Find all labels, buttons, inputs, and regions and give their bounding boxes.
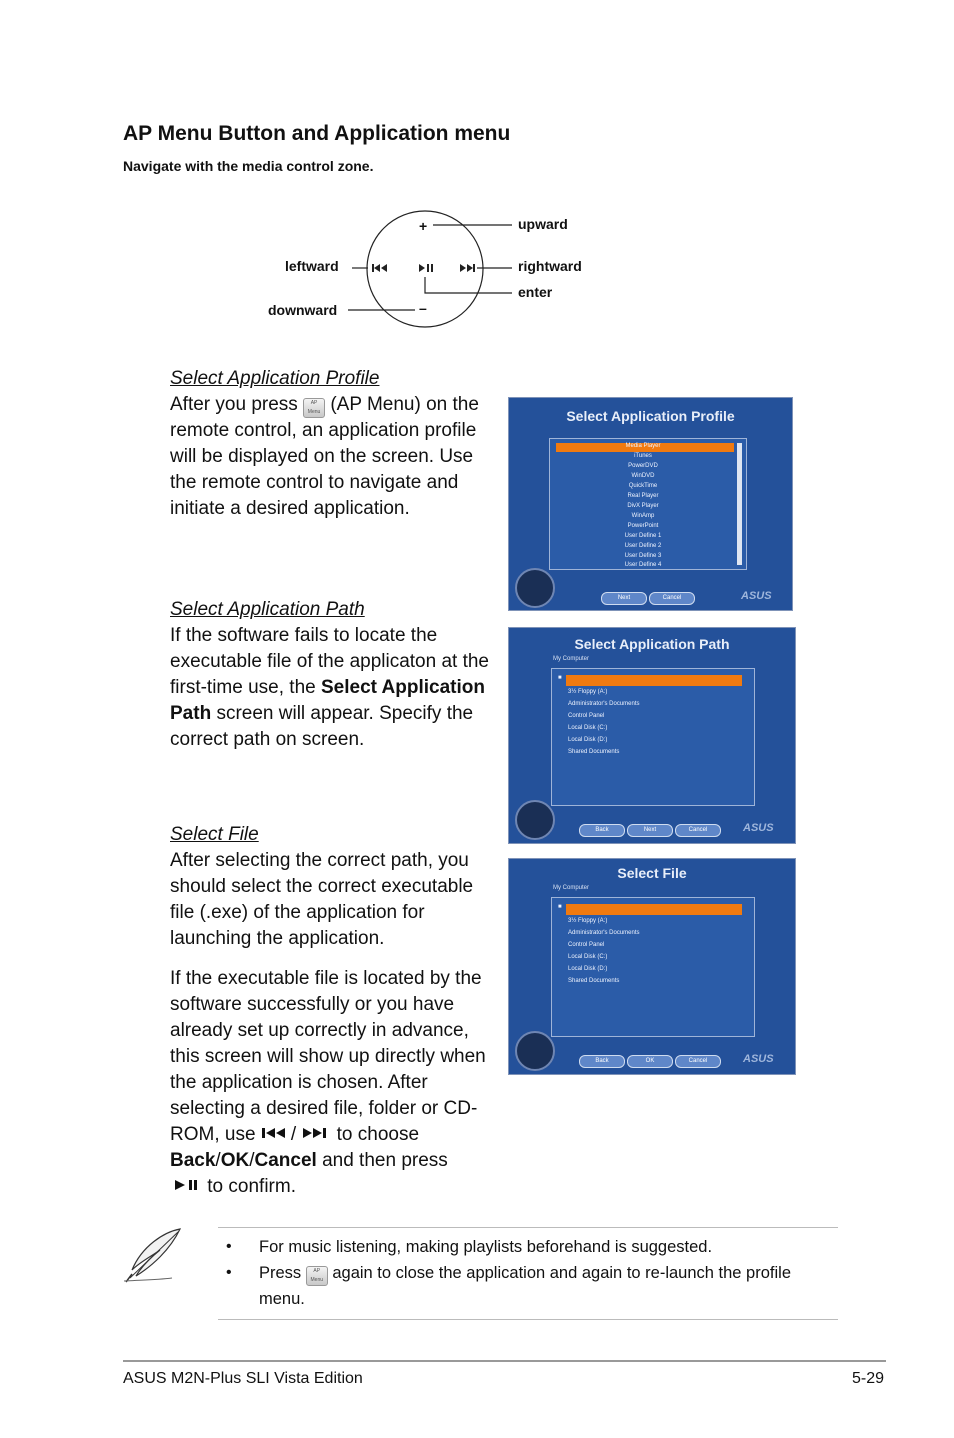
cancel-word: Cancel [254, 1150, 317, 1171]
list-item: WinAmp [631, 513, 655, 519]
list-item: WinDVD [631, 473, 655, 479]
note-item-1: For music listening, making playlists beforehand is suggested. [259, 1238, 713, 1256]
list-item: 3½ Floppy (A:) [568, 689, 608, 695]
profile-list [549, 438, 747, 570]
path-list [551, 668, 755, 806]
back-button: Back [579, 824, 625, 837]
ap-menu-icon: AP Menu [306, 1266, 328, 1286]
label-downward: downward [268, 302, 338, 318]
play-pause-icon [172, 1178, 202, 1192]
list-item: 3½ Floppy (A:) [568, 918, 608, 924]
list-item: PowerPoint [627, 523, 659, 529]
file-para-2-a: If the executable file is located by the software successfully or you have already set up correctly in advance, this screen will show up directly when the application is chosen. After selecting a desired file, folder or CD-ROM, use [170, 968, 486, 1145]
file-para-2-c: and then press [316, 1150, 448, 1171]
label-rightward: rightward [518, 258, 582, 274]
section-path [170, 597, 495, 753]
list-item: PowerDVD [628, 463, 658, 469]
screenshot-select-file [508, 858, 796, 1075]
list-item: User Define 3 [624, 553, 662, 559]
file-list [551, 897, 755, 1037]
label-upward: upward [518, 216, 568, 232]
selected-row-highlight [566, 904, 742, 915]
play-pause-icon [419, 264, 433, 272]
section-file-title: Select File [170, 824, 259, 845]
asus-logo: ASUS [743, 1053, 774, 1065]
location-label: My Computer [553, 656, 590, 662]
next-button: Next [627, 824, 673, 837]
section-profile-title: Select Application Profile [170, 368, 380, 389]
list-item: Administrator's Documents [568, 701, 640, 707]
bullet: • [226, 1238, 232, 1255]
list-item: DivX Player [627, 503, 659, 509]
location-label: My Computer [553, 885, 590, 891]
previous-icon [372, 264, 387, 272]
file-para-2-b: to choose [331, 1124, 420, 1145]
ap-menu-icon: AP Menu [303, 398, 325, 418]
note-item-2-a: Press [259, 1264, 306, 1282]
profile-text-after: (AP Menu) on the remote control, an application profile will be displayed on the screen. Use the remote control to navigate and initiate a desired application. [170, 394, 479, 519]
asus-logo: ASUS [743, 822, 774, 834]
footer-rule [123, 1360, 886, 1362]
previous-icon [261, 1126, 291, 1140]
cancel-button: Cancel [675, 824, 721, 837]
path-text-bold: Select Application Path [170, 677, 485, 724]
asus-logo: ASUS [741, 590, 772, 602]
profile-text-before: After you press [170, 394, 304, 415]
remote-knob-icon [515, 1031, 555, 1071]
file-para-2-sep: / [290, 1124, 297, 1145]
back-word: Back [170, 1150, 216, 1171]
back-button: Back [579, 1055, 625, 1068]
selected-row-highlight [566, 675, 742, 686]
list-item: Control Panel [568, 942, 605, 948]
page-subheading: Navigate with the media control zone. [123, 158, 374, 174]
label-enter: enter [518, 284, 553, 300]
note-bottom-rule [218, 1319, 838, 1320]
screen-title: Select Application Path [574, 636, 730, 652]
scrollbar [737, 443, 742, 565]
ok-button: OK [627, 1055, 673, 1068]
path-text-1: If the software fails to locate the executable file of the applicaton at the first-time use, the [170, 625, 490, 698]
list-item: iTunes [634, 453, 652, 459]
list-item: Local Disk (D:) [568, 966, 608, 972]
ok-word: OK [220, 1150, 250, 1171]
cancel-button: Cancel [649, 592, 695, 605]
note-top-rule [218, 1227, 838, 1228]
page-heading: AP Menu Button and Application menu [123, 122, 511, 145]
section-profile [170, 366, 495, 522]
note-item-2 [259, 1260, 829, 1312]
minus-symbol: – [419, 300, 427, 316]
file-para-1: After selecting the correct path, you should select the correct executable file (.exe) of the application for launching the application. [170, 850, 474, 949]
plus-symbol: + [419, 218, 428, 234]
list-item: Local Disk (D:) [568, 737, 608, 743]
page-number: 5-29 [852, 1370, 885, 1387]
next-button: Next [601, 592, 647, 605]
feather-pen-icon [120, 1226, 184, 1284]
cancel-button: Cancel [675, 1055, 721, 1068]
path-text-2: screen will appear. Specify the correct path on screen. [170, 703, 474, 750]
list-item: Administrator's Documents [568, 930, 640, 936]
list-item: User Define 1 [624, 533, 662, 539]
screenshot-select-application-path [508, 627, 796, 844]
list-item: Shared Documents [568, 978, 620, 984]
section-path-title: Select Application Path [170, 599, 365, 620]
list-item: User Define 2 [624, 543, 662, 549]
list-item: Control Panel [568, 713, 605, 719]
folder-icon: ■ [558, 675, 562, 681]
file-para-2-d: to confirm. [202, 1176, 296, 1197]
screen-title: Select File [617, 865, 687, 881]
slash-2: / [249, 1150, 255, 1171]
note-item-2-b: again to close the application and again to re-launch the profile menu. [259, 1264, 791, 1308]
list-item: Media Player [625, 443, 661, 449]
list-item: Local Disk (C:) [568, 954, 608, 960]
file-para-2 [170, 966, 495, 1200]
list-item: Local Disk (C:) [568, 725, 608, 731]
list-item: Shared Documents [568, 749, 620, 755]
list-item: QuickTime [628, 483, 658, 489]
next-icon [460, 264, 475, 272]
remote-knob-icon [515, 800, 555, 840]
remote-knob-icon [515, 568, 555, 608]
section-file [170, 822, 495, 1200]
slash-1: / [215, 1150, 221, 1171]
next-icon [301, 1126, 331, 1140]
screenshot-select-application-profile [508, 397, 793, 611]
footer-title: ASUS M2N-Plus SLI Vista Edition [123, 1370, 363, 1387]
list-item: User Define 4 [624, 562, 662, 568]
folder-icon: ■ [558, 904, 562, 910]
label-leftward: leftward [285, 258, 339, 274]
bullet: • [226, 1264, 232, 1281]
screen-title: Select Application Profile [566, 408, 735, 424]
list-item: Real Player [627, 493, 659, 499]
